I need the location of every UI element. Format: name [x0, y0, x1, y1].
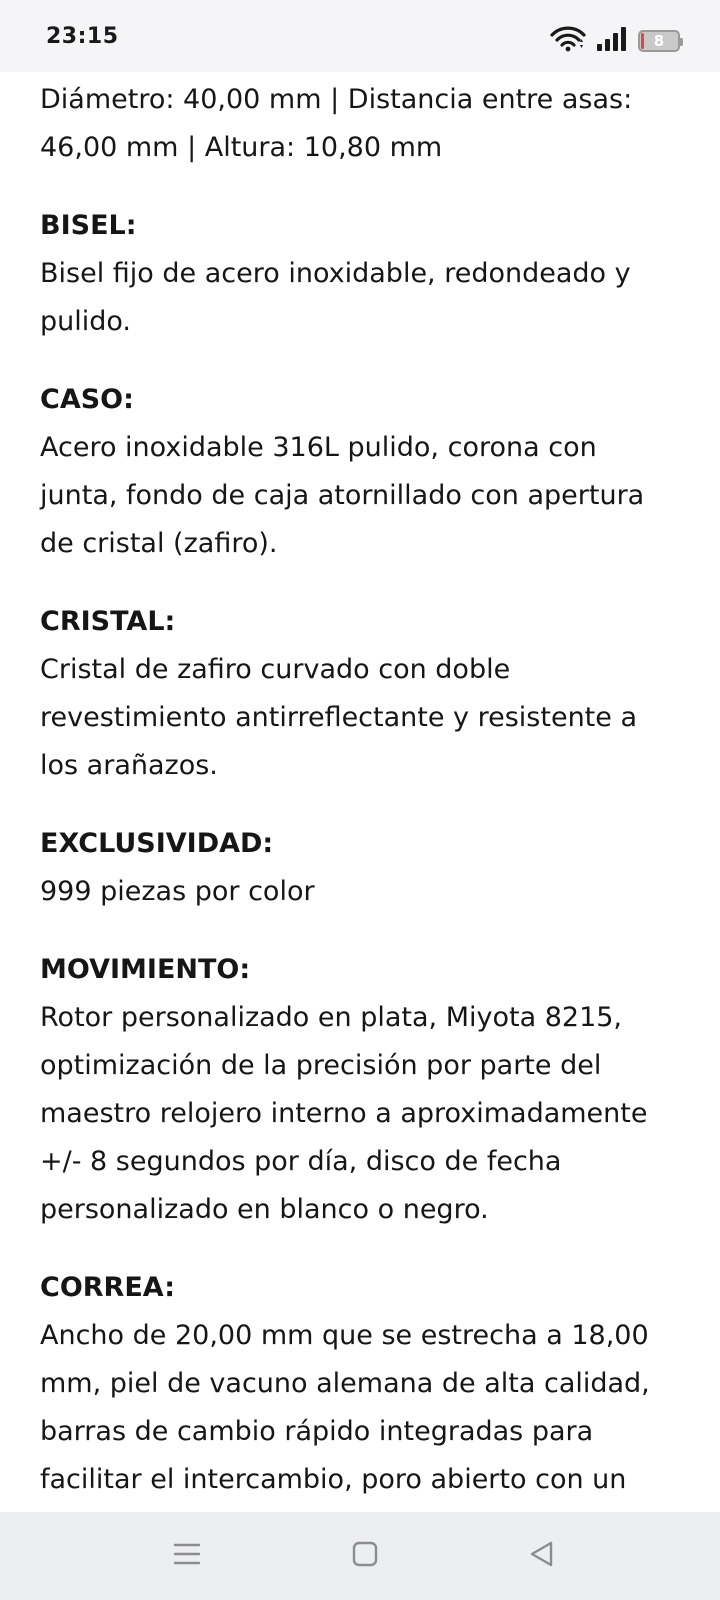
- spec-section-movimiento: [40, 946, 680, 1234]
- text-line: +/- 8 segundos por día, disco de fecha: [40, 1146, 562, 1177]
- spec-section-cristal: [40, 598, 680, 790]
- battery-icon: [638, 30, 680, 52]
- status-icons: [550, 26, 680, 56]
- intro-text: [40, 72, 680, 172]
- navigation-bar: [0, 1512, 720, 1600]
- menu-button[interactable]: [167, 1536, 207, 1576]
- battery-percent: 8: [653, 31, 665, 50]
- text-line: 999 piezas por color: [40, 876, 315, 907]
- product-spec-content: [0, 72, 720, 1512]
- spec-section-bisel: [40, 202, 680, 346]
- wifi-icon: [550, 26, 586, 56]
- signal-icon: [596, 26, 628, 56]
- text-line: mm, piel de vacuno alemana de alta calidad,: [40, 1368, 650, 1399]
- home-button[interactable]: [345, 1536, 385, 1576]
- status-time: 23:15: [46, 24, 119, 49]
- section-heading: BISEL:: [40, 210, 137, 241]
- text-line: Bisel fijo de acero inoxidable, redondeado y: [40, 258, 631, 289]
- text-line: pulido.: [40, 306, 132, 337]
- text-line: Acero inoxidable 316L pulido, corona con: [40, 432, 597, 463]
- back-button[interactable]: [522, 1536, 562, 1576]
- section-heading: MOVIMIENTO:: [40, 954, 251, 985]
- section-heading: CASO:: [40, 384, 134, 415]
- text-line: Ancho de 20,00 mm que se estrecha a 18,00: [40, 1320, 649, 1351]
- status-bar: [0, 0, 720, 72]
- menu-icon: [173, 1541, 201, 1571]
- text-line: barras de cambio rápido integradas para: [40, 1416, 594, 1447]
- section-heading: CRISTAL:: [40, 606, 176, 637]
- text-line: de cristal (zafiro).: [40, 528, 278, 559]
- text-line: Rotor personalizado en plata, Miyota 8215,: [40, 1002, 623, 1033]
- section-heading: EXCLUSIVIDAD:: [40, 828, 274, 859]
- spec-section-exclusividad: [40, 820, 680, 916]
- back-icon: [528, 1540, 556, 1572]
- text-line: maestro relojero interno a aproximadamente: [40, 1098, 648, 1129]
- text-line: Diámetro: 40,00 mm | Distancia entre asas:: [40, 84, 633, 115]
- text-line: revestimiento antirreflectante y resistente a: [40, 702, 638, 733]
- text-line: los arañazos.: [40, 750, 218, 781]
- text-line: personalizado en blanco o negro.: [40, 1194, 489, 1225]
- text-line: junta, fondo de caja atornillado con apertura: [40, 480, 645, 511]
- section-heading: CORREA:: [40, 1272, 175, 1303]
- text-line: optimización de la precisión por parte del: [40, 1050, 602, 1081]
- spec-section-correa: [40, 1264, 680, 1504]
- text-line: 46,00 mm | Altura: 10,80 mm: [40, 132, 443, 163]
- battery-level: [641, 33, 644, 49]
- text-line: Cristal de zafiro curvado con doble: [40, 654, 511, 685]
- spec-section-caso: [40, 376, 680, 568]
- home-icon: [351, 1540, 379, 1572]
- text-line: facilitar el intercambio, poro abierto con un: [40, 1464, 627, 1495]
